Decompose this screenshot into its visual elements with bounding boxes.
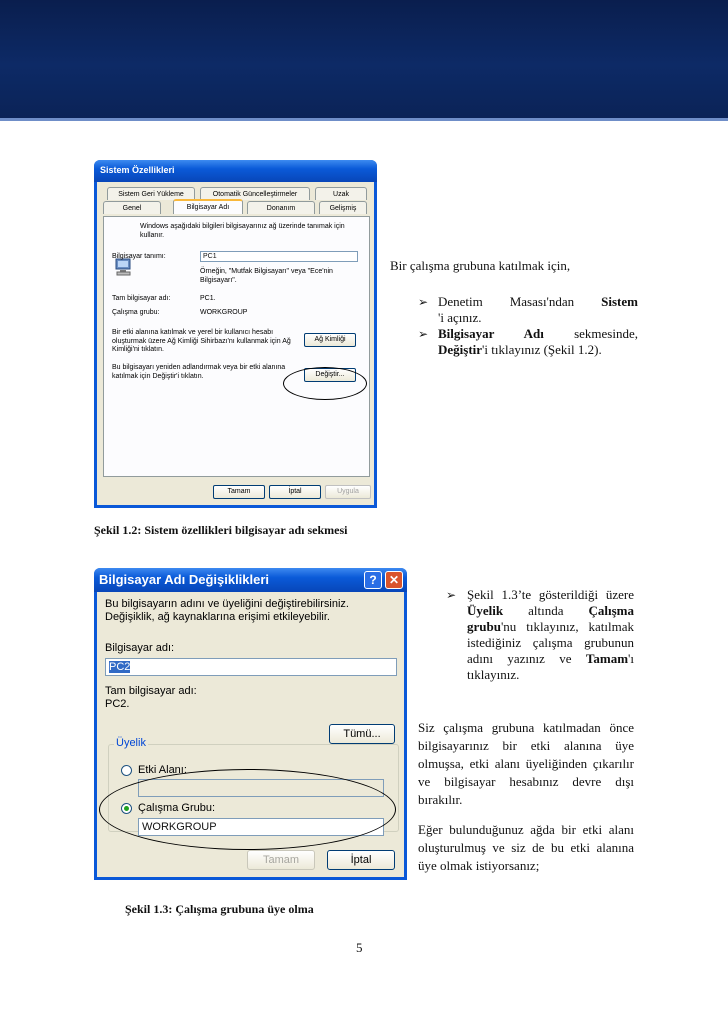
cancel-button[interactable]: İptal [327,850,395,870]
change-button[interactable]: Değiştir... [304,368,356,382]
step1-text: Denetim Masası'ndan [438,294,602,309]
tab-auto-updates[interactable]: Otomatik Güncelleştirmeler [200,187,310,200]
network-id-text: Bir etki alanına katılmak ve yerel bir kullanıcı hesabı oluşturmak üzere Ağ Kimliği Sihirbazı'nı kullanmak için Ağ Kimliği'ni tıklatın. [112,329,291,353]
workgroup-input[interactable]: WORKGROUP [138,818,384,836]
step1-line2: 'i açınız. [438,310,482,325]
join-workgroup-intro: Bir çalışma grubuna katılmak için, [390,258,571,273]
step3-bold1: Üyelik [467,603,504,618]
arrow-bullet-icon: ➢ [418,295,429,309]
domain-radio[interactable] [121,765,132,776]
step2-line2 [438,342,602,358]
more-button[interactable]: Tümü... [329,724,395,744]
highlight-ellipse [283,367,367,400]
ok-button[interactable]: Tamam [247,850,315,870]
step3-bold2: Çalışma grubu [467,603,634,634]
tab-general[interactable]: Genel [103,201,161,214]
step2-bold2: Değiştir [438,342,483,357]
workgroup-label: Çalışma Grubu: [138,802,216,814]
paragraph-domain-removal: Siz çalışma grubuna katılmadan önce bilgisayarınız bir etki alanına üye olmuşsa, etki alanı üyeliğinden çıkarılır ve bilgisayar hesabınız devre dışı bırakılır. [418,720,634,807]
intro-text: Windows aşağıdaki bilgileri bilgisayarınız ağ üzerinde tanımak için kullanır. [140,223,345,239]
figure-caption: Şekil 1.3: Çalışma grubuna üye olma [125,902,314,916]
workgroup-label: Çalışma grubu: [112,309,160,316]
arrow-bullet-icon: ➢ [418,327,429,341]
computer-name-input[interactable] [105,658,397,676]
tab-remote[interactable]: Uzak [315,187,367,200]
computer-name-label: Bilgisayar adı: [105,642,175,654]
step1-line1 [438,294,638,310]
intro-text: Bu bilgisayarın adını ve üyeliğini değiştirebilirsiniz. Değişiklik, ağ kaynaklarına erişimi etkileyebilir. [105,598,349,623]
ok-button[interactable]: Tamam [213,485,265,499]
window-title: Bilgisayar Adı Değişiklikleri [99,572,270,587]
system-properties-window [94,160,377,508]
header-divider [0,118,728,121]
window-titlebar[interactable] [94,160,377,182]
fullname-value: PC1. [200,295,216,302]
tab-panel [103,216,370,477]
step3-mid2: 'nu tıklayınız, katılmak istediğiniz çalışma grubunun adını yazınız ve [467,619,634,666]
paragraph-domain-join: Eğer bulunduğunuz ağda bir etki alanı oluşturulmuş ve siz de bu etki alanına üye olmak istiyorsanız; [418,822,634,873]
tab-row-bottom [97,201,374,215]
window-title: Sistem Özellikleri [100,165,175,175]
help-icon[interactable]: ? [364,571,382,589]
description-hint: Örneğin, "Mutfak Bilgisayarı" veya "Ece'nin Bilgisayarı". [200,268,333,284]
apply-button[interactable]: Uygula [325,485,371,499]
step2-bold1: Bilgisayar Adı [438,326,544,341]
domain-label: Etki Alanı: [138,764,187,776]
step1-bold: Sistem [601,294,638,309]
tab-computer-name[interactable]: Bilgisayar Adı [173,199,243,214]
window-body [97,182,374,505]
description-label: Bilgisayar tanımı: [112,253,166,260]
tab-advanced[interactable]: Gelişmiş [319,201,367,214]
step2-line1 [438,326,638,342]
fullname-label: Tam bilgisayar adı: [112,295,171,302]
computer-name-value: PC2 [109,661,131,673]
step3-pre: Şekil 1.3’te gösterildiği üzere [467,587,634,602]
step2-text: sekmesinde, [543,326,638,341]
network-id-button[interactable]: Ağ Kimliği [304,333,356,347]
fullname-value: PC2. [105,698,130,710]
tab-hardware[interactable]: Donanım [247,201,315,214]
membership-label: Üyelik [116,737,146,749]
step3-text [467,587,634,683]
arrow-bullet-icon: ➢ [446,588,457,602]
cancel-button[interactable]: İptal [269,485,321,499]
window-titlebar[interactable] [94,568,407,592]
figure-caption: Şekil 1.2: Sistem özellikleri bilgisayar adı sekmesi [94,523,348,537]
header-banner [0,0,728,118]
step3-post: 'ı tıklayınız. [467,651,634,682]
description-input[interactable]: PC1 [200,251,358,262]
rename-text: Bu bilgisayarı yeniden adlandırmak veya bir etki alanına katılmak için Değiştir'i tıklatın. [112,364,286,380]
step3-bold3: Tamam [585,651,629,666]
fullname-label: Tam bilgisayar adı: [105,685,197,697]
tab-system-restore[interactable]: Sistem Geri Yükleme [107,187,195,200]
close-icon[interactable]: ✕ [385,571,403,589]
page-number: 5 [356,940,363,955]
step2-end: 'i tıklayınız (Şekil 1.2). [482,342,602,357]
highlight-ellipse [99,769,396,850]
workgroup-value: WORKGROUP [200,309,248,316]
step3-mid1: altında [503,603,589,618]
